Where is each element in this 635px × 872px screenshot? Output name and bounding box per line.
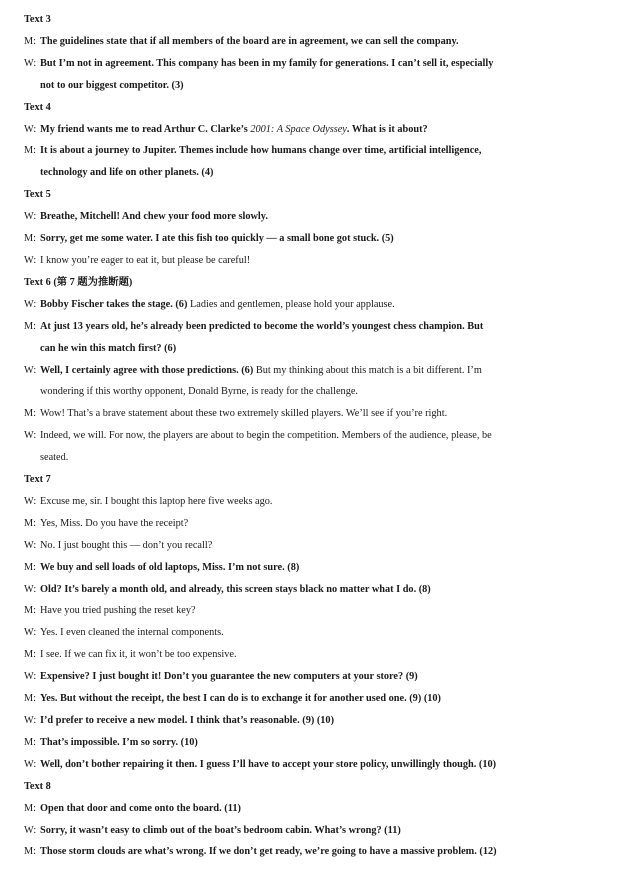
text-segment: Bobby Fischer takes the stage. (6) [40,298,190,310]
dialogue-line [24,710,623,732]
text-segment: It is about a journey to Jupiter. Themes include how humans change over time, artificial intelligence, [40,145,482,157]
dialogue-line [24,53,623,75]
dialogue-line [24,228,623,250]
line-text [40,167,213,178]
dialogue-continuation [24,75,623,97]
dialogue-line [24,31,623,53]
speaker-label: W: [24,211,37,223]
line-text [40,820,623,842]
text-segment: Breathe, Mitchell! And chew your food more slowly. [40,211,268,223]
speaker-label: M: [24,233,37,245]
text-segment: Excuse me, sir. I bought this laptop here five weeks ago. [40,495,273,507]
line-text [40,841,623,863]
speaker-label: W: [24,364,37,376]
speaker-label: W: [24,824,37,836]
dialogue-line [24,820,623,842]
dialogue-line [24,316,623,338]
speaker-label: W: [24,671,37,683]
text-segment: We buy and sell loads of old laptops, Miss. I’m not sure. (8) [40,561,300,573]
text-segment: I’d prefer to receive a new model. I think that’s reasonable. (9) (10) [40,715,334,726]
speaker-label: W: [24,57,37,69]
section-heading: Text 7 [24,474,51,486]
speaker-label: M: [24,408,37,420]
text-segment: Old? It’s barely a month old, and already, this screen stays black no matter what I do. (8) [40,583,431,595]
line-text [40,206,623,228]
speaker-label: M: [24,35,37,47]
dialogue-continuation [24,338,623,360]
text-segment: Ladies and gentlemen, please hold your applause. [189,298,395,310]
text-segment: seated. [40,452,69,464]
speaker-label: M: [24,320,37,332]
text-segment: I see. If we can fix it, it won’t be too expensive. [40,649,237,661]
line-text [40,798,623,820]
line-text [40,31,623,53]
dialogue-line [24,140,623,162]
text-segment: Wow! That’s a brave statement about these two extremely skilled players. We’ll see if you’re right. [40,408,448,420]
speaker-label: M: [24,517,37,529]
speaker-label: W: [24,715,37,726]
line-text [40,386,358,397]
text-segment: Yes. I even cleaned the internal components. [40,627,224,639]
dialogue-line [24,688,623,710]
speaker-label: W: [24,298,37,310]
text-segment: Open that door and come onto the board. (11) [40,802,241,814]
text-segment: Well, I certainly agree with those predictions. (6) [40,364,256,376]
text-segment: That’s impossible. I’m so sorry. (10) [40,736,198,748]
dialogue-line [24,513,623,535]
speaker-label: M: [24,145,37,157]
dialogue-line [24,206,623,228]
text-segment: But I’m not in agreement. This company has been in my family for generations. I can’t sell it, especially [40,57,494,69]
text-segment: Indeed, we will. For now, the players are about to begin the competition. Members of the audience, please, be [40,430,492,442]
speaker-label: M: [24,736,37,748]
line-text [40,644,623,666]
dialogue-line [24,535,623,557]
line-text [40,403,623,425]
dialogue-line [24,732,623,754]
speaker-label: M: [24,802,37,814]
line-text [40,666,623,688]
text-segment: Expensive? I just bought it! Don’t you guarantee the new computers at your store? (9) [40,671,418,683]
line-text [40,688,623,710]
section-heading: Text 3 [24,14,51,25]
dialogue-line [24,841,623,863]
dialogue-line [24,579,623,601]
dialogue-line [24,425,623,447]
text-segment: Have you tried pushing the reset key? [40,605,196,617]
section-heading: Text 5 [24,189,51,201]
text-segment: Sorry, get me some water. I ate this fish too quickly — a small bone got stuck. (5) [40,233,394,245]
text-segment: Those storm clouds are what’s wrong. If we don’t get ready, we’re going to have a massive problem. (12) [40,846,497,858]
line-text [40,622,623,644]
text-segment: My friend wants me to read Arthur C. Clarke’s [40,123,251,135]
text-segment: not to our biggest competitor. (3) [40,79,184,91]
text-segment: At just 13 years old, he’s already been predicted to become the world’s youngest chess champion. But [40,320,484,332]
line-text [40,250,623,272]
line-text [40,535,623,557]
speaker-label: W: [24,495,37,507]
text-segment: Well, don’t bother repairing it then. I guess I’ll have to accept your store policy, unwillingly though. (10) [40,758,497,770]
text-segment: can he win this match first? (6) [40,342,177,354]
text-segment: Sorry, it wasn’t easy to climb out of the boat’s bedroom cabin. What’s wrong? (11) [40,824,401,836]
line-text [40,491,623,513]
dialogue-line [24,557,623,579]
dialogue-line [24,119,623,141]
line-text [40,513,623,535]
line-text [40,600,623,622]
section-heading: Text 6 (第 7 题为推断题) [24,276,133,288]
text-segment: . What is it about? [346,123,428,135]
speaker-label: W: [24,539,37,551]
dialogue-line [24,754,623,776]
line-text [40,557,623,579]
dialogue-line [24,622,623,644]
line-text [40,119,623,141]
text-segment: technology and life on other planets. (4) [40,167,214,179]
speaker-label: W: [24,758,37,770]
line-text [40,710,623,732]
line-text [40,360,623,382]
line-text [40,732,623,754]
speaker-label: W: [24,254,37,266]
dialogue-line [24,491,623,513]
text-segment: Yes. But without the receipt, the best I can do is to exchange it for another used one. (9) (10) [40,693,441,705]
speaker-label: W: [24,583,37,595]
speaker-label: W: [24,430,37,442]
dialogue-line [24,360,623,382]
line-text [40,452,68,463]
line-text [40,228,623,250]
text-segment: But my thinking about this match is a bit different. I’m [255,364,482,376]
line-text [40,754,623,776]
speaker-label: M: [24,846,37,858]
dialogue-continuation [24,381,623,403]
dialogue-line [24,666,623,688]
speaker-label: W: [24,627,37,639]
dialogue-continuation [24,162,623,184]
text-segment: The guidelines state that if all members of the board are in agreement, we can sell the company. [40,35,459,47]
line-text [40,80,184,91]
line-text [40,294,623,316]
line-text [40,579,623,601]
dialogue-continuation [24,447,623,469]
section-heading: Text 8 [24,780,51,792]
dialogue-line [24,798,623,820]
dialogue-line [24,294,623,316]
section-heading: Text 4 [24,101,51,113]
speaker-label: M: [24,605,37,617]
text-segment: No. I just bought this — don’t you recall? [40,539,213,551]
speaker-label: M: [24,693,37,705]
line-text [40,343,176,354]
dialogue-line [24,250,623,272]
dialogue-line [24,403,623,425]
speaker-label: W: [24,123,37,135]
line-text [40,425,623,447]
dialogue-line [24,600,623,622]
text-segment: Yes, Miss. Do you have the receipt? [40,517,189,529]
speaker-label: M: [24,561,37,573]
line-text [40,316,623,338]
text-segment: I know you’re eager to eat it, but please be careful! [40,254,251,266]
line-text [40,140,623,162]
line-text [40,53,623,75]
book-title: 2001: A Space Odyssey [250,123,347,135]
speaker-label: M: [24,649,37,661]
dialogue-line [24,644,623,666]
text-segment: wondering if this worthy opponent, Donald Byrne, is ready for the challenge. [40,386,358,398]
